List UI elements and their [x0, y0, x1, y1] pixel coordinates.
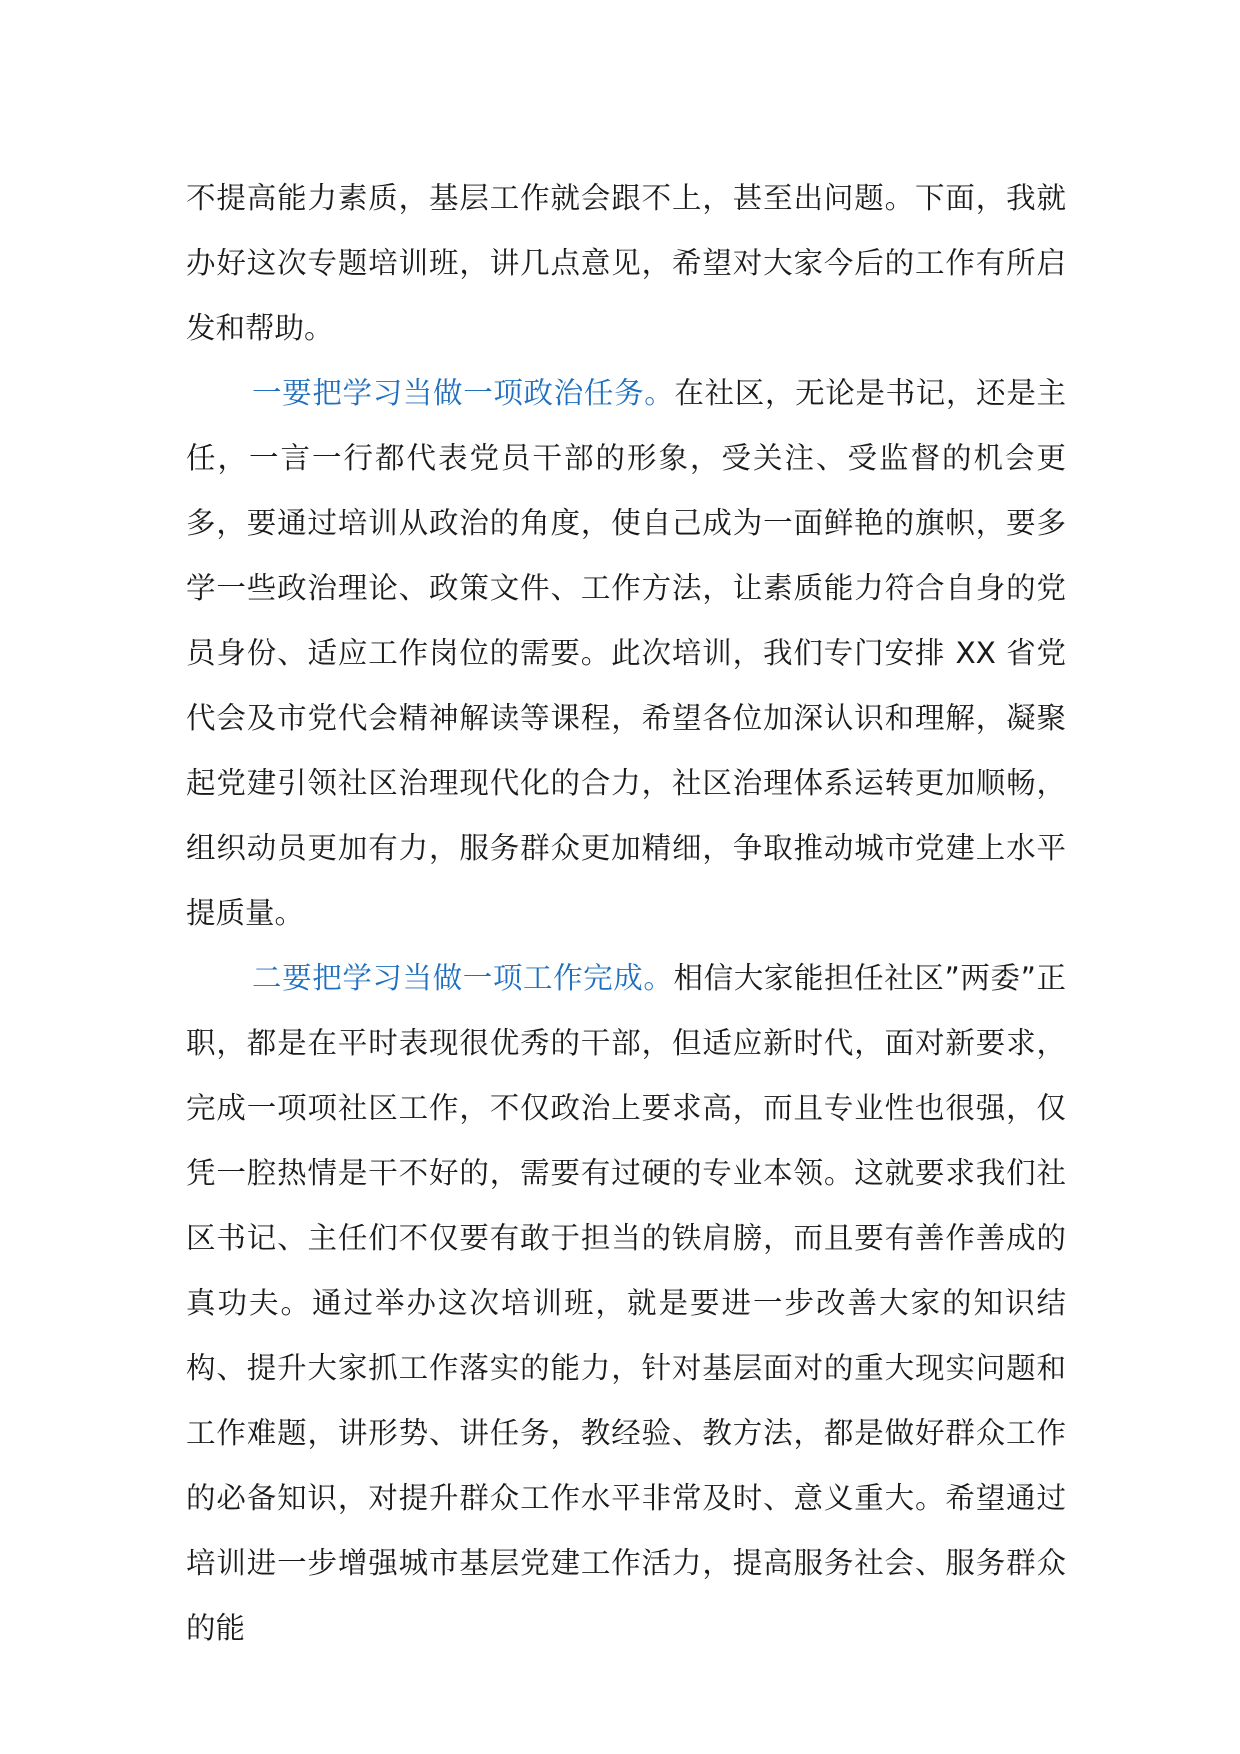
paragraph-text: 不提高能力素质，基层工作就会跟不上，甚至出问题。下面，我就办好这次专题培训班，讲几点意见，希望对大家今后的工作有所启发和帮助。 [186, 181, 1066, 345]
paragraph-intro [186, 166, 1066, 361]
paragraph-political-task [186, 361, 1066, 946]
paragraph-text: 在社区，无论是书记，还是主任，一言一行都代表党员干部的形象，受关注、受监督的机会更多，要通过培训从政治的角度，使自己成为一面鲜艳的旗帜，要多学一些政治理论、政策文件、工作方法，让素质能力符合自身的党员身份、适应工作岗位的需要。此次培训，我们专门安排 XX 省党代会及市党代会精神解读等课程，希望各位加深认识和理解，凝聚起党建引领社区治理现代化的合力，社区治理体系运转更加顺畅，组织动员更加有力，服务群众更加精细，争取推动城市党建上水平提质量。 [186, 376, 1066, 930]
paragraph-heading: 二要把学习当做一项工作完成。 [252, 961, 674, 995]
paragraph-text: 相信大家能担任社区”两委”正职，都是在平时表现很优秀的干部，但适应新时代，面对新要求，完成一项项社区工作，不仅政治上要求高，而且专业性也很强，仅凭一腔热情是干不好的，需要有过硬的专业本领。这就要求我们社区书记、主任们不仅要有敢于担当的铁肩膀，而且要有善作善成的真功夫。通过举办这次培训班，就是要进一步改善大家的知识结构、提升大家抓工作落实的能力，针对基层面对的重大现实问题和工作难题，讲形势、讲任务，教经验、教方法，都是做好群众工作的必备知识，对提升群众工作水平非常及时、意义重大。希望通过培训进一步增强城市基层党建工作活力，提高服务社会、服务群众的能 [186, 961, 1066, 1645]
paragraph-heading: 一要把学习当做一项政治任务。 [252, 376, 675, 410]
paragraph-work-task [186, 946, 1066, 1661]
document-body [186, 166, 1066, 1661]
